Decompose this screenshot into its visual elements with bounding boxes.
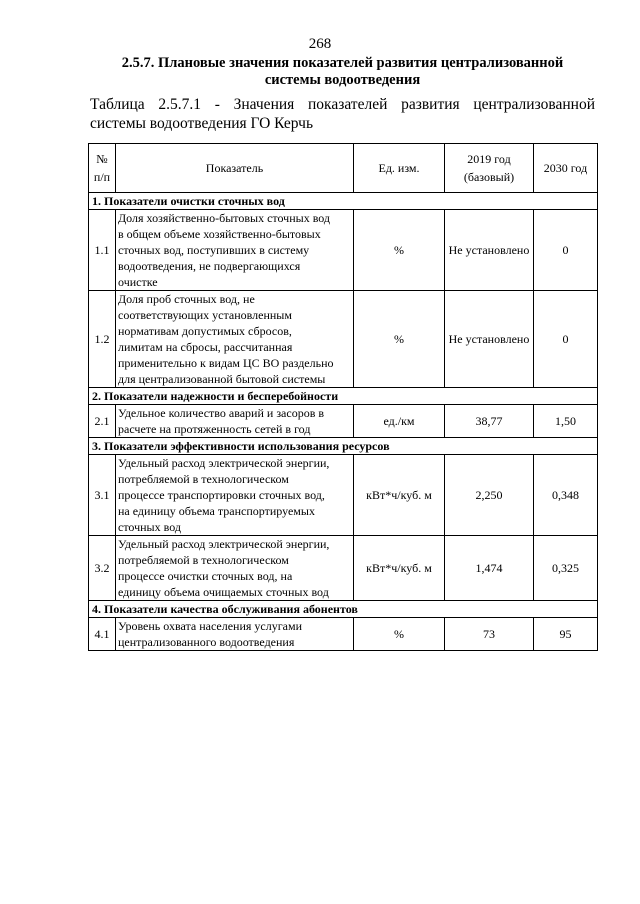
indicator-line: потребляемой в технологическом bbox=[118, 553, 289, 567]
row-base-value: 38,77 bbox=[445, 405, 534, 438]
table-header-row bbox=[89, 144, 598, 193]
indicator-line: потребляемой в технологическом bbox=[118, 472, 289, 486]
indicator-line: соответствующих установленным bbox=[118, 308, 292, 322]
indicator-line: процессе транспортировки сточных вод, bbox=[118, 488, 325, 502]
indicator-line: Уровень охвата населения услугами bbox=[118, 619, 303, 633]
row-number: 1.2 bbox=[89, 291, 116, 388]
header-base-year bbox=[445, 144, 534, 193]
row-number: 2.1 bbox=[89, 405, 116, 438]
row-number: 4.1 bbox=[89, 618, 116, 651]
indicator-line: Доля проб сточных вод, не bbox=[118, 292, 255, 306]
indicator-line: очистке bbox=[118, 275, 158, 289]
row-base-value: 1,474 bbox=[445, 536, 534, 601]
page-number: 268 bbox=[308, 36, 332, 52]
indicators-table bbox=[88, 143, 598, 651]
indicator-line: расчете на протяженность сетей в год bbox=[118, 422, 311, 436]
group-title: 2. Показатели надежности и бесперебойности bbox=[89, 388, 598, 405]
row-target-value: 0 bbox=[534, 291, 598, 388]
row-base-value: Не установлено bbox=[445, 291, 534, 388]
header-base-year-line: (базовый) bbox=[463, 170, 515, 184]
indicator-line: для централизованной бытовой системы bbox=[118, 372, 326, 386]
table-row bbox=[89, 618, 598, 651]
table-caption: Таблица 2.5.7.1 - Значения показателей развития централизованной системы водоотведения ГО Керчь bbox=[90, 96, 595, 132]
row-indicator bbox=[116, 405, 354, 438]
row-indicator bbox=[116, 618, 354, 651]
row-target-value: 0,325 bbox=[534, 536, 598, 601]
row-unit: % bbox=[354, 210, 445, 291]
indicator-line: лимитам на сбросы, рассчитанная bbox=[118, 340, 293, 354]
section-heading-line: 2.5.7. Плановые значения показателей развития централизованной bbox=[121, 55, 564, 71]
row-indicator bbox=[116, 455, 354, 536]
row-number: 3.2 bbox=[89, 536, 116, 601]
row-base-value: 73 bbox=[445, 618, 534, 651]
group-title: 4. Показатели качества обслуживания абонентов bbox=[89, 601, 598, 618]
section-heading-line: системы водоотведения bbox=[264, 72, 421, 88]
row-unit: % bbox=[354, 291, 445, 388]
indicator-line: в общем объеме хозяйственно-бытовых bbox=[118, 227, 321, 241]
table-row bbox=[89, 405, 598, 438]
row-number: 1.1 bbox=[89, 210, 116, 291]
group-header-row bbox=[89, 601, 598, 618]
header-base-year-line: 2019 год bbox=[467, 152, 511, 166]
row-indicator bbox=[116, 291, 354, 388]
row-target-value: 0,348 bbox=[534, 455, 598, 536]
indicator-line: на единицу объема транспортируемых bbox=[118, 504, 315, 518]
indicator-line: Удельный расход электрической энергии, bbox=[118, 537, 330, 551]
header-target-year: 2030 год bbox=[534, 144, 598, 193]
row-target-value: 95 bbox=[534, 618, 598, 651]
group-title: 3. Показатели эффективности использования ресурсов bbox=[89, 438, 598, 455]
indicator-line: централизованного водоотведения bbox=[118, 635, 295, 649]
group-header-row bbox=[89, 388, 598, 405]
header-unit: Ед. изм. bbox=[354, 144, 445, 193]
header-indicator: Показатель bbox=[116, 144, 354, 193]
row-unit: кВт*ч/куб. м bbox=[354, 455, 445, 536]
row-indicator bbox=[116, 536, 354, 601]
group-header-row bbox=[89, 438, 598, 455]
row-target-value: 0 bbox=[534, 210, 598, 291]
row-target-value: 1,50 bbox=[534, 405, 598, 438]
section-heading bbox=[90, 55, 595, 89]
indicator-line: применительно к видам ЦС ВО раздельно bbox=[118, 356, 334, 370]
group-header-row bbox=[89, 193, 598, 210]
row-unit: % bbox=[354, 618, 445, 651]
group-title: 1. Показатели очистки сточных вод bbox=[89, 193, 598, 210]
row-number: 3.1 bbox=[89, 455, 116, 536]
row-base-value: Не установлено bbox=[445, 210, 534, 291]
header-number-line: п/п bbox=[93, 170, 111, 184]
indicator-line: водоотведения, не подвергающихся bbox=[118, 259, 301, 273]
indicator-line: нормативам допустимых сбросов, bbox=[118, 324, 292, 338]
row-base-value: 2,250 bbox=[445, 455, 534, 536]
table-row bbox=[89, 536, 598, 601]
indicator-line: сточных вод bbox=[118, 520, 181, 534]
header-number bbox=[89, 144, 116, 193]
indicator-line: процессе очистки сточных вод, на bbox=[118, 569, 293, 583]
table-row bbox=[89, 291, 598, 388]
indicator-line: Удельный расход электрической энергии, bbox=[118, 456, 330, 470]
row-unit: ед./км bbox=[354, 405, 445, 438]
indicator-line: единицу объема очищаемых сточных вод bbox=[118, 585, 329, 599]
row-unit: кВт*ч/куб. м bbox=[354, 536, 445, 601]
table-row bbox=[89, 210, 598, 291]
header-number-line: № bbox=[96, 152, 108, 166]
indicator-line: Удельное количество аварий и засоров в bbox=[118, 406, 325, 420]
indicator-line: Доля хозяйственно-бытовых сточных вод bbox=[118, 211, 331, 225]
indicator-line: сточных вод, поступивших в систему bbox=[118, 243, 310, 257]
row-indicator bbox=[116, 210, 354, 291]
table-row bbox=[89, 455, 598, 536]
